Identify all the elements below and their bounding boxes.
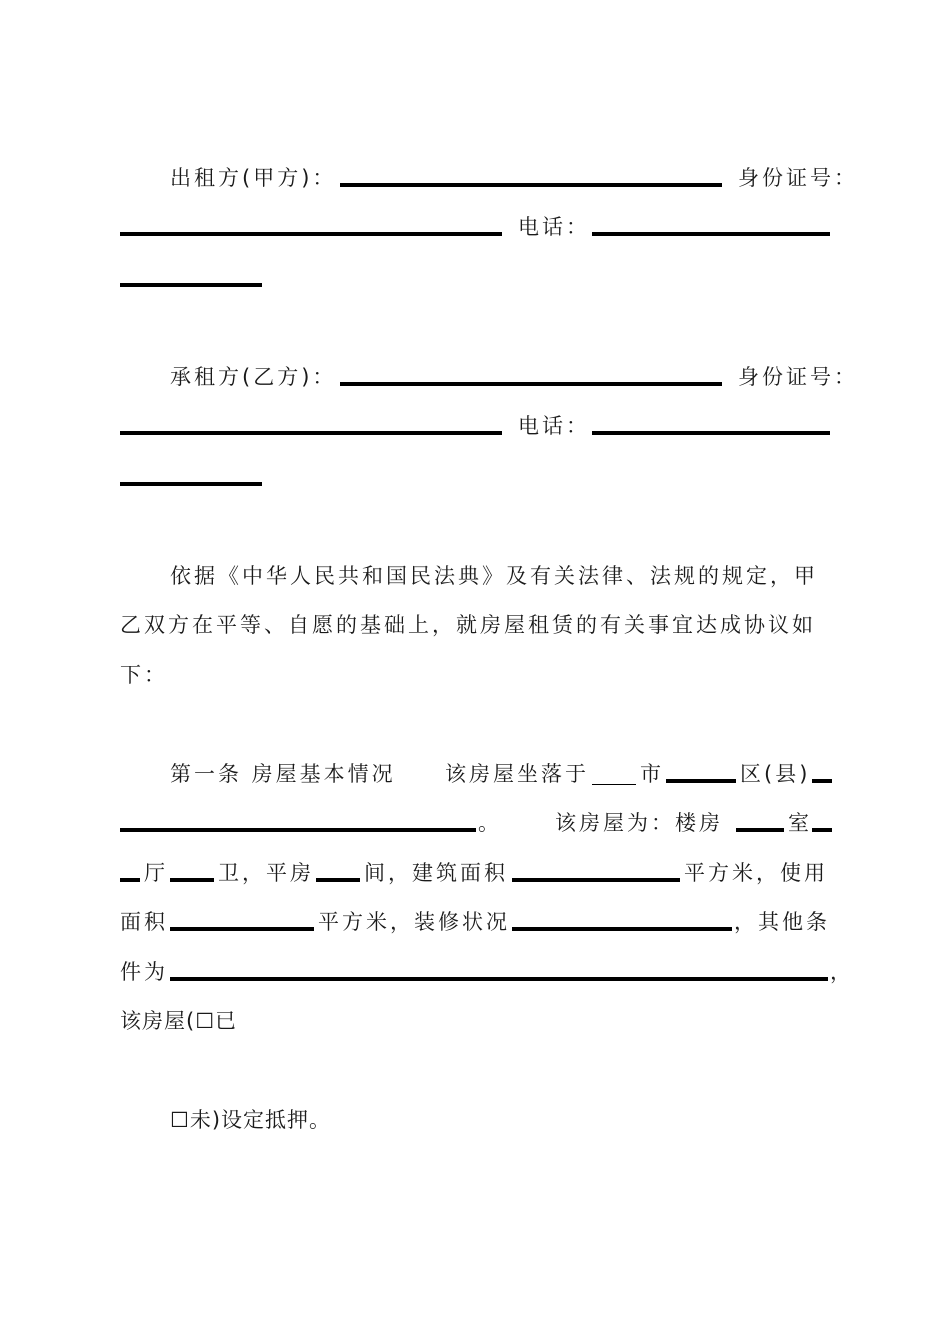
address-blank[interactable] [812,779,832,783]
article1-other: ，其他条 [734,910,830,934]
rooms-blank[interactable] [316,878,360,882]
address-blank-cont[interactable] [120,828,476,832]
conditions-blank[interactable] [170,977,828,981]
mortgage-yes-option[interactable]: 该房屋(☐已 [120,1009,238,1033]
hall-blank-cont[interactable] [120,878,140,882]
article1-district: 区(县) [740,762,811,786]
lessee-label: 承租方(乙方)： [170,365,337,389]
article1-cond: 件为 [120,960,168,984]
preamble-line-2: 乙双方在平等、自愿的基础上，就房屋租赁的有关事宜达成协议如 [120,613,816,637]
district-blank[interactable] [666,779,736,783]
lessee-id-blank[interactable] [120,431,502,435]
preamble-line-1: 依据《中华人民共和国民法典》及有关法律、法规的规定，甲 [170,564,818,588]
lessee-phone-blank[interactable] [592,431,830,435]
mortgage-no-option[interactable]: ☐未)设定抵押。 [170,1108,332,1132]
article1-comma: ， [830,960,854,984]
room-blank[interactable] [736,828,784,832]
article1-heading: 第一条 房屋基本情况 [170,762,396,786]
preamble-line-3: 下： [120,663,168,687]
article1-house-is: 该房屋为：楼房 [555,811,723,835]
lessor-id-blank[interactable] [120,232,502,236]
article1-city: 市 [640,762,664,786]
lessee-id-label: 身份证号： [738,365,858,389]
article1-room: 室 [788,811,812,835]
lessee-phone-blank-cont[interactable] [120,482,262,486]
use-area-blank[interactable] [170,927,314,931]
lessor-phone-blank-cont[interactable] [120,283,262,287]
lessor-name-blank[interactable] [340,183,722,187]
lessee-phone-label: 电话： [518,414,590,438]
city-blank[interactable] [592,784,636,785]
lessee-name-blank[interactable] [340,382,722,386]
article1-sqm-use: 平方米，使用 [684,861,828,885]
article1-bath: 卫，平房 [218,861,314,885]
lessor-phone-label: 电话： [518,215,590,239]
article1-hall: 厅 [144,861,168,885]
hall-blank[interactable] [812,828,832,832]
decoration-blank[interactable] [512,927,732,931]
lessor-phone-blank[interactable] [592,232,830,236]
article1-period: 。 [478,811,502,835]
lessor-id-label: 身份证号： [738,166,858,190]
article1-located: 该房屋坐落于 [445,762,589,786]
lessor-label: 出租方(甲方)： [170,166,337,190]
build-area-blank[interactable] [512,878,680,882]
article1-use-area: 面积 [120,910,168,934]
article1-sqm-decor: 平方米，装修状况 [318,910,510,934]
bath-blank[interactable] [170,878,214,882]
article1-rooms: 间，建筑面积 [364,861,508,885]
